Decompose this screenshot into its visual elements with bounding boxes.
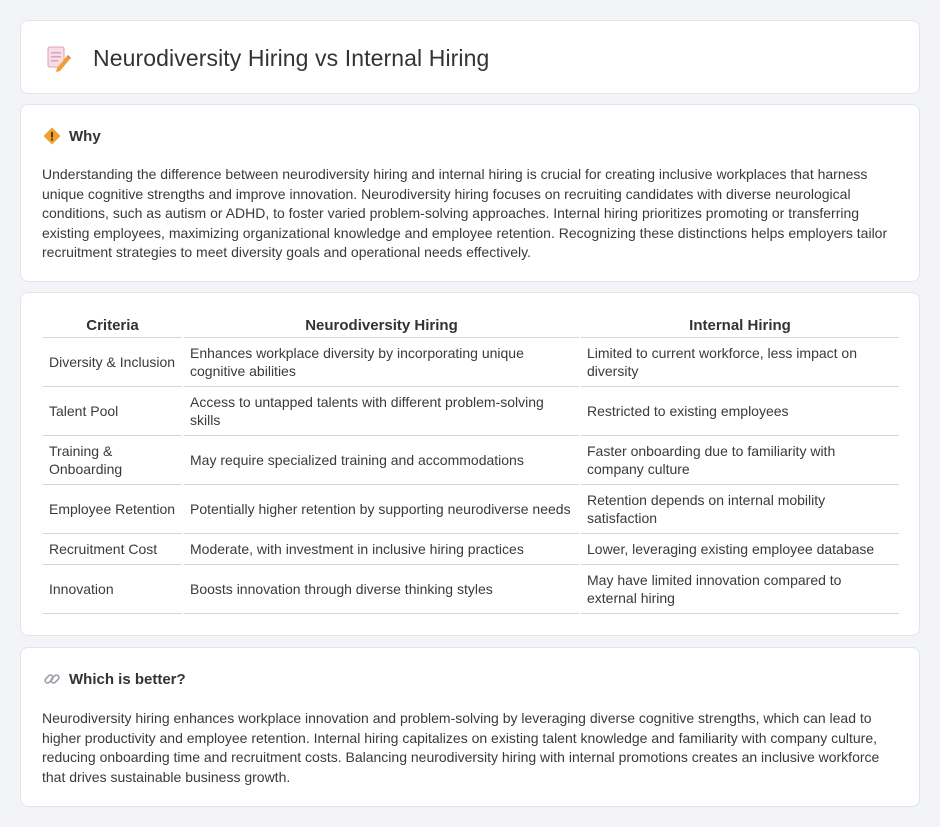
- criteria-cell: Recruitment Cost: [43, 533, 183, 564]
- page-title: Neurodiversity Hiring vs Internal Hiring: [93, 44, 490, 71]
- table-row: [43, 386, 899, 435]
- criteria-cell: Training & Onboarding: [43, 435, 183, 484]
- why-text: Understanding the difference between neurodiversity hiring and internal hiring is crucial for creating inclusive workplaces that harness unique cognitive strengths and improve innovation. Neurodiversity hiring focuses on recruiting candidates with diverse neurological conditions, such as autism or ADHD, to foster varied problem-solving approaches. Internal hiring prioritizes promoting or transferring existing employees, maximizing organizational knowledge and employee retention. Recognizing these distinctions helps employers tailor recruitment strategies to meet diversity goals and operational needs effectively.: [42, 166, 888, 260]
- internal-cell: May have limited innovation compared to external hiring: [580, 564, 899, 613]
- internal-cell: Limited to current workforce, less impact on diversity: [580, 337, 899, 386]
- comparison-section: [20, 292, 920, 636]
- why-section: [20, 104, 920, 282]
- header-neurodiversity: Neurodiversity Hiring: [183, 317, 580, 337]
- neurodiversity-cell: Boosts innovation through diverse thinking styles: [183, 564, 580, 613]
- table-row: [43, 435, 899, 484]
- header-criteria: Criteria: [43, 317, 183, 337]
- document-pencil-icon: [45, 44, 71, 72]
- neurodiversity-cell: Access to untapped talents with different problem-solving skills: [183, 386, 580, 435]
- diamond-warning-icon: [43, 127, 61, 145]
- which-is-better-section: [20, 647, 920, 807]
- internal-cell: Retention depends on internal mobility satisfaction: [580, 484, 899, 533]
- why-title: Why: [69, 127, 101, 145]
- better-text: Neurodiversity hiring enhances workplace innovation and problem-solving by leveraging diverse cognitive strengths, which can lead to higher productivity and employee retention. Internal hiring capitalizes on existing talent knowledge and familiarity with company culture, reducing onboarding time and recruitment costs. Balancing neurodiversity hiring with internal promotions creates an inclusive workforce that drives sustainable business growth.: [42, 710, 880, 785]
- internal-cell: Restricted to existing employees: [580, 386, 899, 435]
- neurodiversity-cell: Potentially higher retention by supporting neurodiverse needs: [183, 484, 580, 533]
- criteria-cell: Innovation: [43, 564, 183, 613]
- internal-cell: Faster onboarding due to familiarity with company culture: [580, 435, 899, 484]
- table-row: [43, 337, 899, 386]
- neurodiversity-cell: May require specialized training and accommodations: [183, 435, 580, 484]
- criteria-cell: Employee Retention: [43, 484, 183, 533]
- comparison-table: [43, 317, 899, 614]
- neurodiversity-cell: Moderate, with investment in inclusive hiring practices: [183, 533, 580, 564]
- header-card: [20, 20, 920, 94]
- table-row: [43, 484, 899, 533]
- better-title: Which is better?: [69, 670, 186, 688]
- neurodiversity-cell: Enhances workplace diversity by incorporating unique cognitive abilities: [183, 337, 580, 386]
- table-row: [43, 564, 899, 613]
- table-header-row: [43, 317, 899, 337]
- link-icon: [43, 670, 61, 688]
- header-internal: Internal Hiring: [580, 317, 899, 337]
- criteria-cell: Diversity & Inclusion: [43, 337, 183, 386]
- table-row: [43, 533, 899, 564]
- internal-cell: Lower, leveraging existing employee database: [580, 533, 899, 564]
- criteria-cell: Talent Pool: [43, 386, 183, 435]
